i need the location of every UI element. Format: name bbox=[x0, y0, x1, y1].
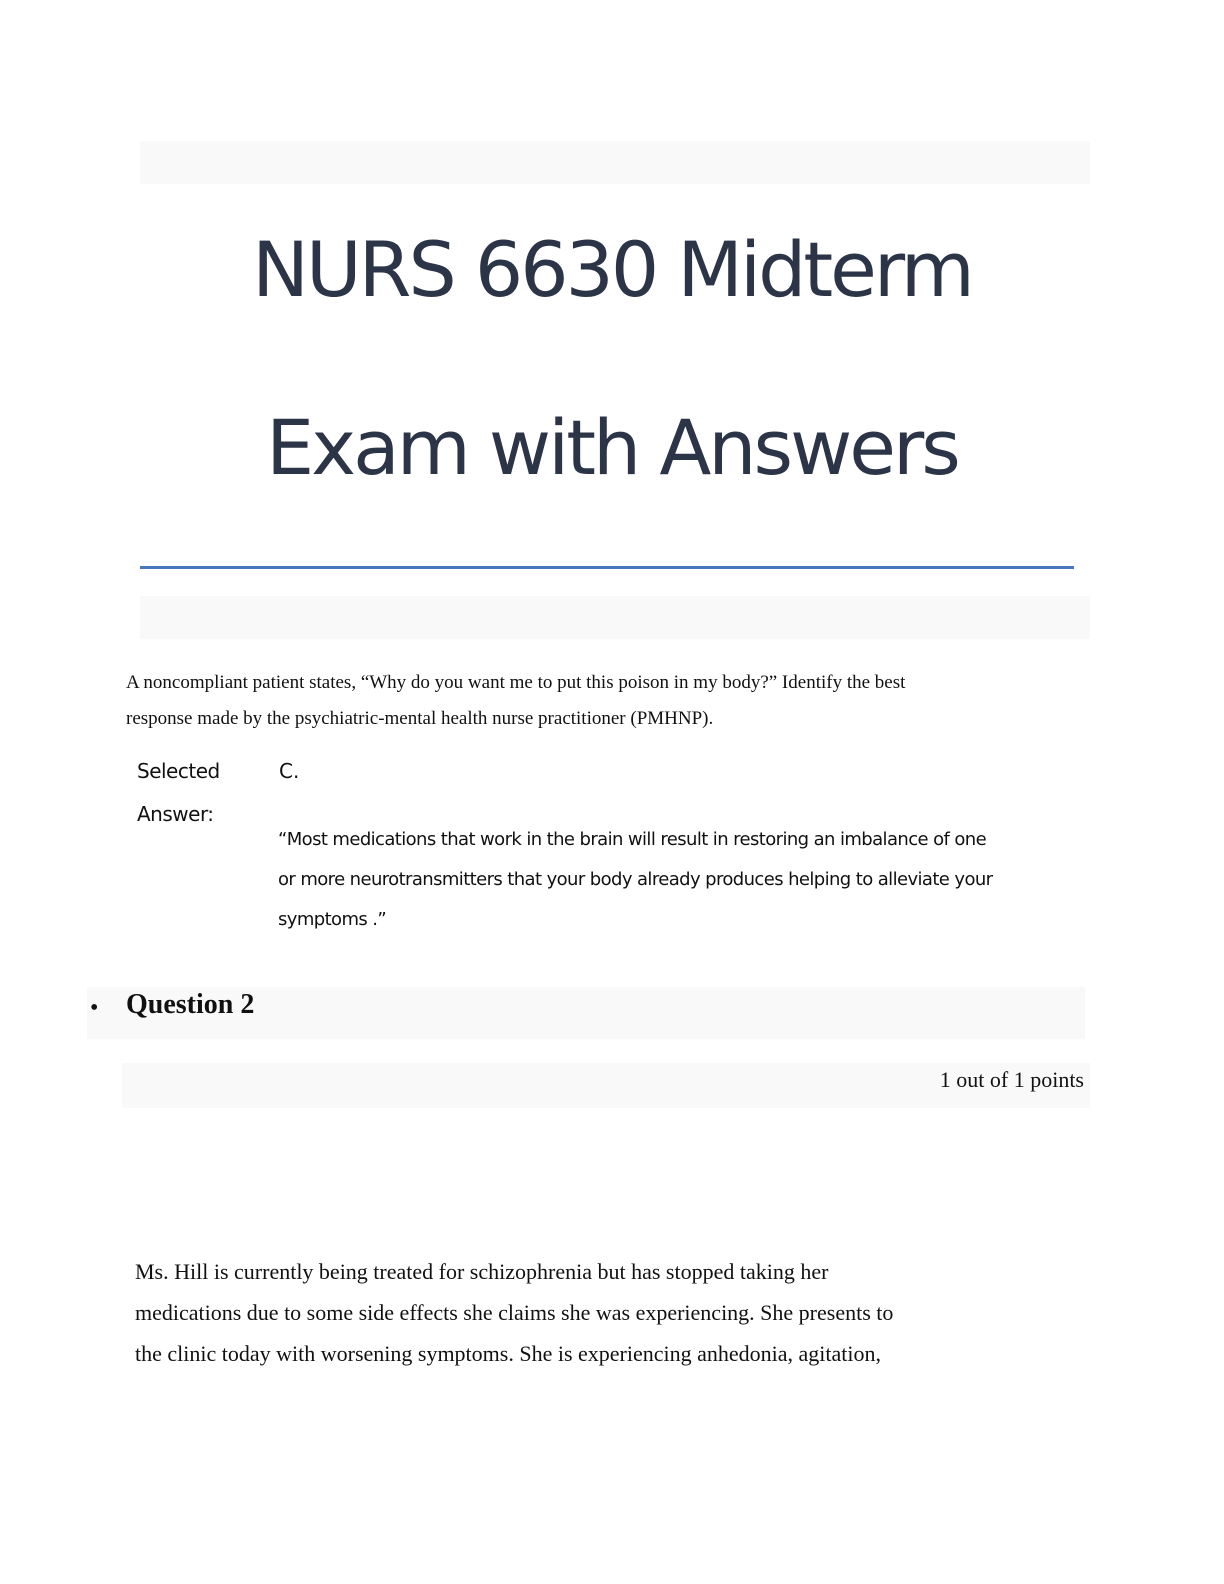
document-title-line-1: NURS 6630 Midterm bbox=[252, 225, 972, 314]
question-2-points: 1 out of 1 points bbox=[939, 1067, 1084, 1092]
document-title-line-2: Exam with Answers bbox=[266, 403, 958, 492]
question-2-text-line-1: Ms. Hill is currently being treated for schizophrenia but has stopped taking her bbox=[135, 1259, 829, 1284]
selected-answer-letter: C. bbox=[279, 759, 300, 783]
selected-answer-text-line-3: symptoms .” bbox=[278, 909, 387, 930]
header-band-top bbox=[140, 141, 1090, 184]
question-2-bullet: • bbox=[90, 995, 99, 1021]
title-divider bbox=[140, 566, 1074, 569]
header-band-bottom bbox=[140, 596, 1090, 639]
question-1-text-line-1: A noncompliant patient states, “Why do you want me to put this poison in my body?” Identify the best bbox=[126, 672, 906, 693]
selected-answer-label-line-2: Answer: bbox=[137, 802, 214, 826]
question-2-text-line-2: medications due to some side effects she claims she was experiencing. She presents to bbox=[135, 1300, 894, 1325]
selected-answer-text-line-2: or more neurotransmitters that your body already produces helping to alleviate your bbox=[278, 869, 993, 890]
selected-answer-label-line-1: Selected bbox=[137, 759, 220, 783]
question-1-text-line-2: response made by the psychiatric-mental health nurse practitioner (PMHNP). bbox=[126, 708, 714, 729]
question-2-text-line-3: the clinic today with worsening symptoms. She is experiencing anhedonia, agitation, bbox=[135, 1341, 882, 1366]
selected-answer-text-line-1: “Most medications that work in the brain will result in restoring an imbalance of one bbox=[278, 829, 987, 850]
question-2-heading: Question 2 bbox=[126, 989, 255, 1020]
